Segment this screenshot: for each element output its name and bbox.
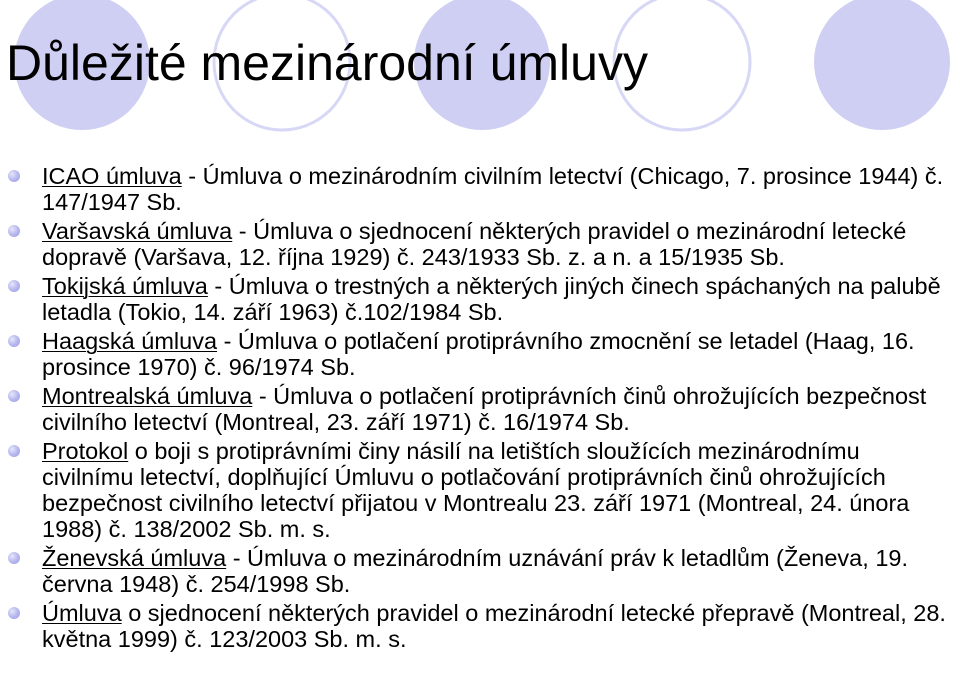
convention-link[interactable]: Haagská úmluva bbox=[42, 328, 218, 354]
convention-link[interactable]: Montrealská úmluva bbox=[42, 383, 253, 409]
circle-bullet-icon bbox=[8, 390, 20, 402]
list-item bbox=[0, 328, 960, 380]
list-item bbox=[0, 163, 960, 215]
list-item bbox=[0, 600, 960, 652]
list-item bbox=[0, 218, 960, 270]
circle-bullet-icon bbox=[8, 335, 20, 347]
convention-link[interactable]: Protokol bbox=[42, 438, 129, 464]
convention-description: - Úmluva o potlačení protiprávního zmocnění se letadel (Haag, 16. prosince 1970) č. 96/1974 Sb. bbox=[42, 328, 915, 380]
circle-bullet-icon bbox=[8, 170, 20, 182]
circle-bullet-icon bbox=[8, 280, 20, 292]
convention-list bbox=[0, 163, 960, 655]
list-item bbox=[0, 545, 960, 597]
convention-link[interactable]: Ženevská úmluva bbox=[42, 545, 227, 571]
convention-description: - Úmluva o mezinárodním civilním letectví (Chicago, 7. prosince 1944) č. 147/1947 Sb. bbox=[42, 163, 944, 215]
circle-bullet-icon bbox=[8, 225, 20, 237]
convention-description: - Úmluva o sjednocení některých pravidel o mezinárodní letecké dopravě (Varšava, 12. října 1929) č. 243/1933 Sb. z. a n. a 15/1935 Sb. bbox=[42, 218, 907, 270]
convention-description: o boji s protiprávními činy násilí na letištích sloužících mezinárodnímu civilnímu letectví, doplňující Úmluvu o potlačování protiprávních činů ohrožujících bezpečnost civilního letectví přijatou v Montrealu 23. září 1971 (Montreal, 24. února 1988) č. 138/2002 Sb. m. s. bbox=[42, 438, 910, 542]
convention-link[interactable]: ICAO úmluva bbox=[42, 163, 182, 189]
decor-circle-5 bbox=[814, 0, 950, 130]
circle-bullet-icon bbox=[8, 445, 20, 457]
list-item bbox=[0, 438, 960, 542]
slide-title: Důležité mezinárodní úmluvy bbox=[6, 35, 648, 91]
convention-link[interactable]: Úmluva bbox=[42, 600, 122, 626]
convention-description: - Úmluva o mezinárodním uznávání práv k letadlům (Ženeva, 19. června 1948) č. 254/1998 Sb. bbox=[42, 545, 908, 597]
convention-description: - Úmluva o potlačení protiprávních činů ohrožujících bezpečnost civilního letectví (Montreal, 23. září 1971) č. 16/1974 Sb. bbox=[42, 383, 927, 435]
convention-description: - Úmluva o trestných a některých jiných činech spáchaných na palubě letadla (Tokio, 14. září 1963) č.102/1984 Sb. bbox=[42, 273, 941, 325]
convention-description: o sjednocení některých pravidel o mezinárodní letecké přepravě (Montreal, 28. května 1999) č. 123/2003 Sb. m. s. bbox=[42, 600, 946, 652]
convention-link[interactable]: Varšavská úmluva bbox=[42, 218, 233, 244]
circle-bullet-icon bbox=[8, 607, 20, 619]
list-item bbox=[0, 383, 960, 435]
convention-link[interactable]: Tokijská úmluva bbox=[42, 273, 208, 299]
list-item bbox=[0, 273, 960, 325]
circle-bullet-icon bbox=[8, 552, 20, 564]
